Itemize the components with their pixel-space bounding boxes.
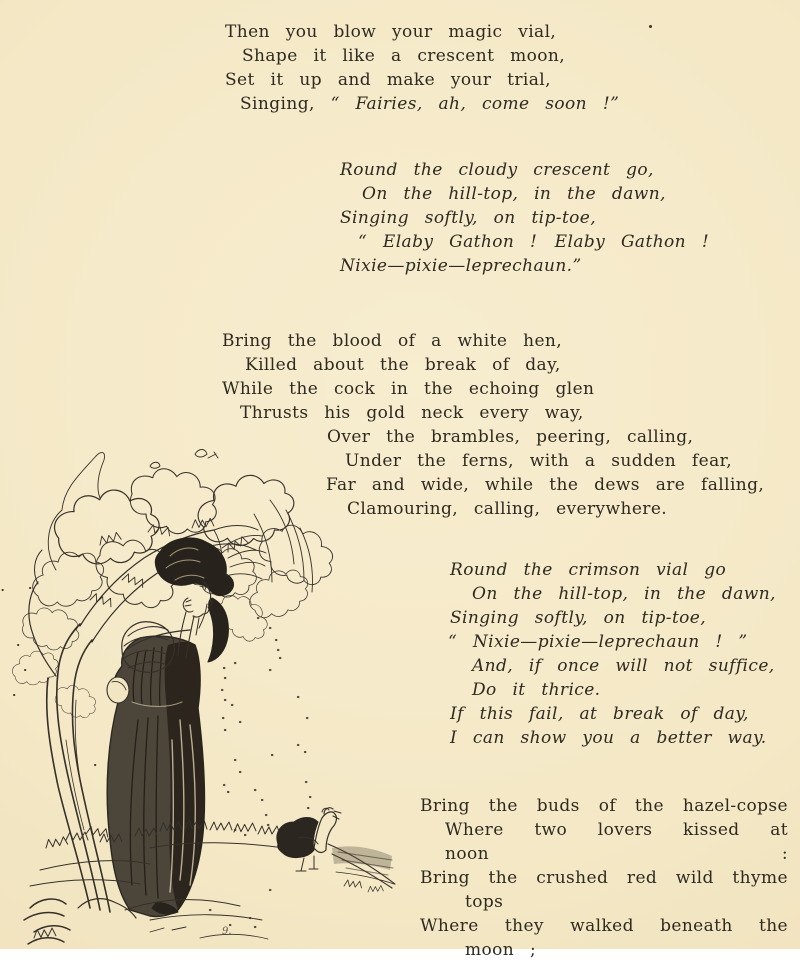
poem-line [420, 866, 788, 890]
poem-text: Bring the blood of a white hen, [222, 331, 563, 351]
poem-line [472, 654, 776, 678]
poem-text: Where they walked beneath the [420, 916, 788, 936]
poem-line [242, 44, 619, 68]
stanza-4 [448, 558, 776, 750]
poem-line [245, 353, 764, 377]
cockerel-legs [296, 856, 318, 871]
poem-line [465, 890, 788, 914]
stanza-3 [222, 329, 764, 521]
poem-line [450, 558, 776, 582]
poem-line [240, 401, 764, 425]
poem-line [420, 914, 788, 938]
poem-text: Round the crimson vial go [450, 560, 727, 580]
poem-text: While the cock in the echoing glen [222, 379, 595, 399]
poem-line [448, 630, 776, 654]
poem-text: moon ; [465, 940, 537, 960]
poem-text: Where two lovers kissed at noon : [445, 820, 788, 864]
poem-line [420, 794, 788, 818]
poem-line [445, 818, 788, 866]
poem-text: Then you blow your magic vial, [225, 22, 557, 42]
woman-figure [107, 536, 266, 917]
poem-line [340, 254, 709, 278]
poem-text: Bring the buds of the hazel-copse [420, 796, 788, 816]
poem-text: “ Fairies, ah, come soon !” [330, 94, 620, 114]
poem-line [327, 425, 764, 449]
poem-text: Set it up and make your trial, [225, 70, 551, 90]
ink-speck [649, 25, 652, 28]
poem-text: On the hill-top, in the dawn, [472, 584, 776, 604]
poem-line [450, 726, 776, 750]
stanza-5 [420, 794, 788, 962]
poem-text: Nixie—pixie—leprechaun.” [340, 256, 582, 276]
ink-specks [210, 618, 310, 927]
poem-line [347, 497, 764, 521]
woman-hair-lock [208, 598, 228, 662]
poem-text: And, if once will not suffice, [472, 656, 775, 676]
poem-line [465, 938, 788, 962]
poem-line [340, 158, 709, 182]
poem-line [345, 449, 764, 473]
poem-text: If this fail, at break of day, [450, 704, 749, 724]
poem-text: “ Elaby Gathon ! Elaby Gathon ! [358, 232, 710, 252]
stanza-1 [225, 20, 619, 116]
poem-line [222, 329, 764, 353]
poem-text: Thrusts his gold neck every way, [240, 403, 584, 423]
poem-text: Round the cloudy crescent go, [340, 160, 654, 180]
poem-text: Under the ferns, with a sudden fear, [345, 451, 733, 471]
cockerel-body [277, 818, 318, 858]
poem-text: I can show you a better way. [450, 728, 767, 748]
poem-line [362, 182, 709, 206]
poem-text: Clamouring, calling, everywhere. [347, 499, 668, 519]
poem-line [326, 473, 764, 497]
cockerel [277, 808, 341, 871]
poem-line [472, 582, 776, 606]
poem-text: Singing softly, on tip-toe, [450, 608, 707, 628]
stanza-2 [340, 158, 709, 278]
poem-text: Do it thrice. [472, 680, 601, 700]
poem-line [450, 702, 776, 726]
poem-text: “ Nixie—pixie—leprechaun ! ” [448, 632, 748, 652]
poem-text: Singing, [240, 94, 331, 114]
poem-text: Singing softly, on tip-toe, [340, 208, 597, 228]
poem-text: tops [465, 892, 504, 912]
poem-text: On the hill-top, in the dawn, [362, 184, 666, 204]
poem-text: Killed about the break of day, [245, 355, 561, 375]
poem-text: Over the brambles, peering, calling, [327, 427, 694, 447]
poem-line [472, 678, 776, 702]
poem-line [240, 92, 619, 116]
poem-line [340, 206, 709, 230]
poem-text: Shape it like a crescent moon, [242, 46, 566, 66]
woman-hand [183, 598, 193, 612]
ground [24, 820, 395, 944]
artist-mark: 9. [222, 926, 232, 937]
poem-line [225, 68, 619, 92]
poem-text: Far and wide, while the dews are falling, [326, 475, 765, 495]
poem-line [358, 230, 709, 254]
poem-line [222, 377, 764, 401]
poem-text: Bring the crushed red wild thyme [420, 868, 788, 888]
poem-line [450, 606, 776, 630]
poem-line [225, 20, 619, 44]
